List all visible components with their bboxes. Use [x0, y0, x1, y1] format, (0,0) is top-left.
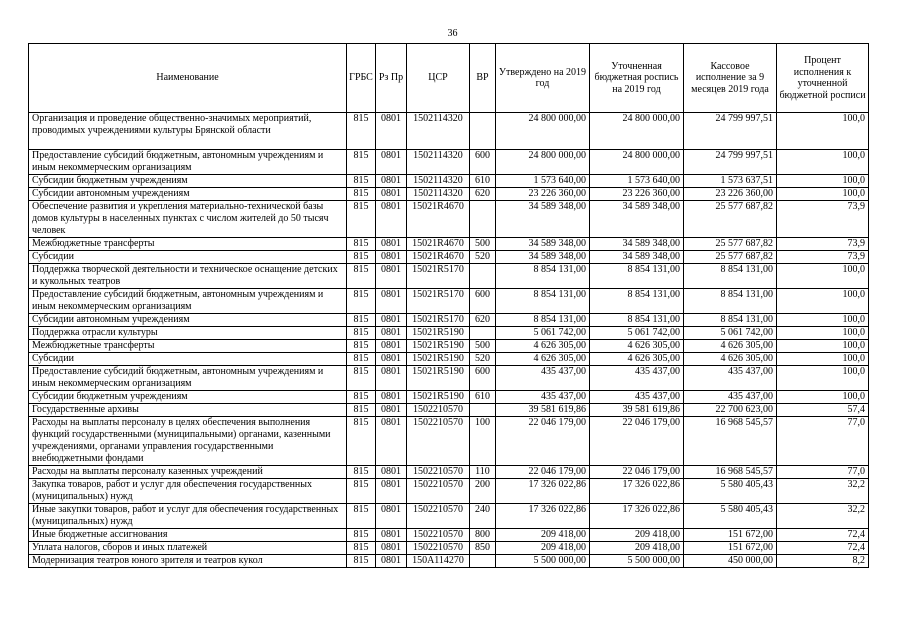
cell-refined: 24 800 000,00: [590, 150, 684, 175]
cell-name: Предоставление субсидий бюджетным, автономным учреждениям и иным некоммерческим организациям: [29, 150, 347, 175]
header-grbs: ГРБС: [347, 44, 376, 113]
cell-grbs: 815: [347, 555, 376, 568]
cell-refined: 209 418,00: [590, 542, 684, 555]
cell-percent: 72,4: [777, 529, 869, 542]
cell-vr: [470, 555, 496, 568]
cell-grbs: 815: [347, 175, 376, 188]
cell-executed: 16 968 545,57: [684, 466, 777, 479]
cell-csr: 1502210570: [407, 479, 470, 504]
table-row: [29, 391, 869, 404]
cell-grbs: 815: [347, 150, 376, 175]
cell-refined: 435 437,00: [590, 366, 684, 391]
cell-approved: 4 626 305,00: [496, 353, 590, 366]
table-row: [29, 417, 869, 466]
table-row: [29, 264, 869, 289]
table-row: [29, 314, 869, 327]
cell-rzpr: 0801: [376, 340, 407, 353]
cell-grbs: 815: [347, 264, 376, 289]
cell-csr: 15021R4670: [407, 201, 470, 238]
cell-grbs: 815: [347, 353, 376, 366]
cell-grbs: 815: [347, 314, 376, 327]
cell-vr: 240: [470, 504, 496, 529]
cell-grbs: 815: [347, 542, 376, 555]
cell-refined: 34 589 348,00: [590, 251, 684, 264]
cell-grbs: 815: [347, 201, 376, 238]
cell-name: Расходы на выплаты персоналу казенных учреждений: [29, 466, 347, 479]
cell-vr: 110: [470, 466, 496, 479]
cell-grbs: 815: [347, 391, 376, 404]
budget-table: [28, 43, 869, 568]
cell-rzpr: 0801: [376, 150, 407, 175]
cell-rzpr: 0801: [376, 327, 407, 340]
cell-csr: 15021R5190: [407, 353, 470, 366]
cell-rzpr: 0801: [376, 466, 407, 479]
cell-rzpr: 0801: [376, 555, 407, 568]
cell-name: Поддержка творческой деятельности и техническое оснащение детских и кукольных театров: [29, 264, 347, 289]
table-row: [29, 353, 869, 366]
table-row: [29, 555, 869, 568]
cell-vr: 610: [470, 175, 496, 188]
cell-approved: 8 854 131,00: [496, 264, 590, 289]
cell-vr: 600: [470, 150, 496, 175]
cell-name: Расходы на выплаты персоналу в целях обеспечения выполнения функций государственными (муниципальными) органами, казенными учреждениями, органами управления государственными внебюджетными фондами: [29, 417, 347, 466]
cell-refined: 5 500 000,00: [590, 555, 684, 568]
cell-grbs: 815: [347, 113, 376, 150]
cell-csr: 15021R5170: [407, 264, 470, 289]
header-executed: Кассовое исполнение за 9 месяцев 2019 года: [684, 44, 777, 113]
cell-rzpr: 0801: [376, 188, 407, 201]
cell-refined: 22 046 179,00: [590, 417, 684, 466]
header-vr: ВР: [470, 44, 496, 113]
table-body: [29, 113, 869, 568]
cell-percent: 100,0: [777, 175, 869, 188]
cell-rzpr: 0801: [376, 366, 407, 391]
cell-csr: 1502114320: [407, 113, 470, 150]
cell-csr: 1502114320: [407, 188, 470, 201]
table-row: [29, 201, 869, 238]
cell-refined: 8 854 131,00: [590, 314, 684, 327]
cell-rzpr: 0801: [376, 175, 407, 188]
cell-rzpr: 0801: [376, 238, 407, 251]
cell-executed: 151 672,00: [684, 529, 777, 542]
cell-executed: 4 626 305,00: [684, 340, 777, 353]
cell-name: Предоставление субсидий бюджетным, автономным учреждениям и иным некоммерческим организациям: [29, 289, 347, 314]
cell-approved: 5 500 000,00: [496, 555, 590, 568]
cell-vr: 800: [470, 529, 496, 542]
cell-percent: 100,0: [777, 150, 869, 175]
table-row: [29, 404, 869, 417]
cell-refined: 23 226 360,00: [590, 188, 684, 201]
cell-refined: 435 437,00: [590, 391, 684, 404]
cell-percent: 100,0: [777, 327, 869, 340]
cell-vr: 200: [470, 479, 496, 504]
table-row: [29, 366, 869, 391]
cell-approved: 1 573 640,00: [496, 175, 590, 188]
table-row: [29, 542, 869, 555]
cell-name: Иные закупки товаров, работ и услуг для обеспечения государственных (муниципальных) нужд: [29, 504, 347, 529]
cell-csr: 15021R5190: [407, 391, 470, 404]
cell-vr: 600: [470, 289, 496, 314]
cell-refined: 1 573 640,00: [590, 175, 684, 188]
cell-executed: 24 799 997,51: [684, 113, 777, 150]
cell-csr: 1502210570: [407, 404, 470, 417]
cell-refined: 24 800 000,00: [590, 113, 684, 150]
cell-refined: 17 326 022,86: [590, 479, 684, 504]
cell-approved: 435 437,00: [496, 366, 590, 391]
cell-vr: 610: [470, 391, 496, 404]
cell-csr: 15021R5190: [407, 327, 470, 340]
table-row: [29, 238, 869, 251]
cell-csr: 1502114320: [407, 175, 470, 188]
cell-percent: 100,0: [777, 264, 869, 289]
cell-vr: 850: [470, 542, 496, 555]
cell-percent: 72,4: [777, 542, 869, 555]
cell-grbs: 815: [347, 417, 376, 466]
cell-vr: 620: [470, 314, 496, 327]
cell-percent: 8,2: [777, 555, 869, 568]
cell-refined: 8 854 131,00: [590, 264, 684, 289]
cell-percent: 73,9: [777, 238, 869, 251]
cell-approved: 17 326 022,86: [496, 479, 590, 504]
cell-name: Уплата налогов, сборов и иных платежей: [29, 542, 347, 555]
cell-executed: 4 626 305,00: [684, 353, 777, 366]
table-header-row: [29, 44, 869, 113]
cell-rzpr: 0801: [376, 289, 407, 314]
header-name: Наименование: [29, 44, 347, 113]
cell-name: Субсидии бюджетным учреждениям: [29, 175, 347, 188]
cell-csr: 1502210570: [407, 542, 470, 555]
cell-vr: 600: [470, 366, 496, 391]
cell-rzpr: 0801: [376, 314, 407, 327]
cell-rzpr: 0801: [376, 391, 407, 404]
cell-percent: 77,0: [777, 417, 869, 466]
cell-approved: 34 589 348,00: [496, 201, 590, 238]
cell-vr: 500: [470, 340, 496, 353]
cell-approved: 39 581 619,86: [496, 404, 590, 417]
cell-percent: 32,2: [777, 479, 869, 504]
cell-approved: 4 626 305,00: [496, 340, 590, 353]
cell-refined: 34 589 348,00: [590, 238, 684, 251]
cell-name: Обеспечение развития и укрепления материально-технической базы домов культуры в населенных пунктах с числом жителей до 50 тысяч человек: [29, 201, 347, 238]
cell-rzpr: 0801: [376, 529, 407, 542]
cell-approved: 24 800 000,00: [496, 113, 590, 150]
cell-grbs: 815: [347, 366, 376, 391]
cell-vr: [470, 327, 496, 340]
cell-approved: 22 046 179,00: [496, 466, 590, 479]
cell-executed: 435 437,00: [684, 391, 777, 404]
cell-refined: 39 581 619,86: [590, 404, 684, 417]
header-refined: Уточненная бюджетная роспись на 2019 год: [590, 44, 684, 113]
cell-refined: 209 418,00: [590, 529, 684, 542]
cell-executed: 5 061 742,00: [684, 327, 777, 340]
table-row: [29, 327, 869, 340]
cell-csr: 1502210570: [407, 504, 470, 529]
cell-rzpr: 0801: [376, 113, 407, 150]
cell-name: Субсидии бюджетным учреждениям: [29, 391, 347, 404]
cell-rzpr: 0801: [376, 417, 407, 466]
table-row: [29, 504, 869, 529]
cell-executed: 8 854 131,00: [684, 314, 777, 327]
cell-grbs: 815: [347, 251, 376, 264]
cell-executed: 450 000,00: [684, 555, 777, 568]
table-row: [29, 466, 869, 479]
cell-percent: 73,9: [777, 201, 869, 238]
cell-grbs: 815: [347, 327, 376, 340]
cell-refined: 4 626 305,00: [590, 353, 684, 366]
table-row: [29, 479, 869, 504]
cell-approved: 23 226 360,00: [496, 188, 590, 201]
cell-vr: [470, 404, 496, 417]
cell-grbs: 815: [347, 404, 376, 417]
cell-vr: 100: [470, 417, 496, 466]
cell-approved: 34 589 348,00: [496, 251, 590, 264]
cell-vr: 500: [470, 238, 496, 251]
cell-name: Субсидии: [29, 353, 347, 366]
cell-approved: 435 437,00: [496, 391, 590, 404]
cell-executed: 23 226 360,00: [684, 188, 777, 201]
cell-csr: 150А114270: [407, 555, 470, 568]
cell-approved: 5 061 742,00: [496, 327, 590, 340]
table-row: [29, 188, 869, 201]
cell-grbs: 815: [347, 289, 376, 314]
cell-approved: 24 800 000,00: [496, 150, 590, 175]
cell-executed: 25 577 687,82: [684, 238, 777, 251]
cell-name: Межбюджетные трансферты: [29, 340, 347, 353]
table-row: [29, 175, 869, 188]
cell-refined: 34 589 348,00: [590, 201, 684, 238]
cell-vr: 520: [470, 251, 496, 264]
cell-percent: 100,0: [777, 353, 869, 366]
cell-rzpr: 0801: [376, 251, 407, 264]
cell-executed: 5 580 405,43: [684, 504, 777, 529]
cell-csr: 15021R4670: [407, 238, 470, 251]
cell-executed: 25 577 687,82: [684, 251, 777, 264]
cell-approved: 17 326 022,86: [496, 504, 590, 529]
cell-approved: 209 418,00: [496, 529, 590, 542]
cell-refined: 22 046 179,00: [590, 466, 684, 479]
page-number: 36: [447, 28, 458, 39]
header-percent: Процент исполнения к уточненной бюджетной росписи: [777, 44, 869, 113]
cell-name: Субсидии: [29, 251, 347, 264]
cell-executed: 8 854 131,00: [684, 289, 777, 314]
cell-rzpr: 0801: [376, 504, 407, 529]
cell-name: Организация и проведение общественно-значимых мероприятий, проводимых учреждениями культуры Брянской области: [29, 113, 347, 150]
cell-percent: 100,0: [777, 314, 869, 327]
cell-rzpr: 0801: [376, 404, 407, 417]
cell-executed: 25 577 687,82: [684, 201, 777, 238]
cell-grbs: 815: [347, 188, 376, 201]
cell-name: Субсидии автономным учреждениям: [29, 314, 347, 327]
cell-name: Закупка товаров, работ и услуг для обеспечения государственных (муниципальных) нужд: [29, 479, 347, 504]
cell-approved: 34 589 348,00: [496, 238, 590, 251]
cell-refined: 17 326 022,86: [590, 504, 684, 529]
cell-csr: 15021R5190: [407, 340, 470, 353]
cell-vr: 620: [470, 188, 496, 201]
cell-executed: 151 672,00: [684, 542, 777, 555]
cell-csr: 15021R5190: [407, 366, 470, 391]
cell-csr: 1502210570: [407, 529, 470, 542]
cell-executed: 8 854 131,00: [684, 264, 777, 289]
table-row: [29, 340, 869, 353]
cell-percent: 100,0: [777, 289, 869, 314]
table-row: [29, 529, 869, 542]
cell-csr: 15021R5170: [407, 314, 470, 327]
cell-executed: 1 573 637,51: [684, 175, 777, 188]
table-row: [29, 289, 869, 314]
cell-approved: 8 854 131,00: [496, 289, 590, 314]
cell-grbs: 815: [347, 466, 376, 479]
table-row: [29, 150, 869, 175]
cell-vr: 520: [470, 353, 496, 366]
cell-approved: 8 854 131,00: [496, 314, 590, 327]
cell-vr: [470, 113, 496, 150]
cell-grbs: 815: [347, 504, 376, 529]
header-approved: Утверждено на 2019 год: [496, 44, 590, 113]
cell-name: Поддержка отрасли культуры: [29, 327, 347, 340]
cell-executed: 435 437,00: [684, 366, 777, 391]
header-csr: ЦСР: [407, 44, 470, 113]
cell-executed: 16 968 545,57: [684, 417, 777, 466]
cell-executed: 24 799 997,51: [684, 150, 777, 175]
cell-name: Субсидии автономным учреждениям: [29, 188, 347, 201]
cell-percent: 57,4: [777, 404, 869, 417]
cell-vr: [470, 201, 496, 238]
cell-percent: 100,0: [777, 391, 869, 404]
cell-percent: 100,0: [777, 113, 869, 150]
cell-grbs: 815: [347, 529, 376, 542]
cell-csr: 15021R5170: [407, 289, 470, 314]
cell-approved: 209 418,00: [496, 542, 590, 555]
cell-name: Иные бюджетные ассигнования: [29, 529, 347, 542]
cell-percent: 100,0: [777, 188, 869, 201]
cell-vr: [470, 264, 496, 289]
cell-rzpr: 0801: [376, 479, 407, 504]
cell-csr: 15021R4670: [407, 251, 470, 264]
cell-approved: 22 046 179,00: [496, 417, 590, 466]
cell-refined: 5 061 742,00: [590, 327, 684, 340]
cell-executed: 5 580 405,43: [684, 479, 777, 504]
cell-executed: 22 700 623,00: [684, 404, 777, 417]
cell-percent: 100,0: [777, 366, 869, 391]
cell-refined: 4 626 305,00: [590, 340, 684, 353]
cell-name: Предоставление субсидий бюджетным, автономным учреждениям и иным некоммерческим организациям: [29, 366, 347, 391]
cell-rzpr: 0801: [376, 264, 407, 289]
cell-percent: 100,0: [777, 340, 869, 353]
cell-csr: 1502114320: [407, 150, 470, 175]
cell-name: Государственные архивы: [29, 404, 347, 417]
cell-refined: 8 854 131,00: [590, 289, 684, 314]
cell-name: Межбюджетные трансферты: [29, 238, 347, 251]
cell-rzpr: 0801: [376, 353, 407, 366]
cell-grbs: 815: [347, 238, 376, 251]
cell-grbs: 815: [347, 340, 376, 353]
cell-csr: 1502210570: [407, 466, 470, 479]
cell-rzpr: 0801: [376, 201, 407, 238]
cell-rzpr: 0801: [376, 542, 407, 555]
cell-csr: 1502210570: [407, 417, 470, 466]
cell-grbs: 815: [347, 479, 376, 504]
table-row: [29, 113, 869, 150]
cell-percent: 32,2: [777, 504, 869, 529]
header-rzpr: Рз Пр: [376, 44, 407, 113]
cell-percent: 77,0: [777, 466, 869, 479]
table-row: [29, 251, 869, 264]
cell-percent: 73,9: [777, 251, 869, 264]
cell-name: Модернизация театров юного зрителя и театров кукол: [29, 555, 347, 568]
